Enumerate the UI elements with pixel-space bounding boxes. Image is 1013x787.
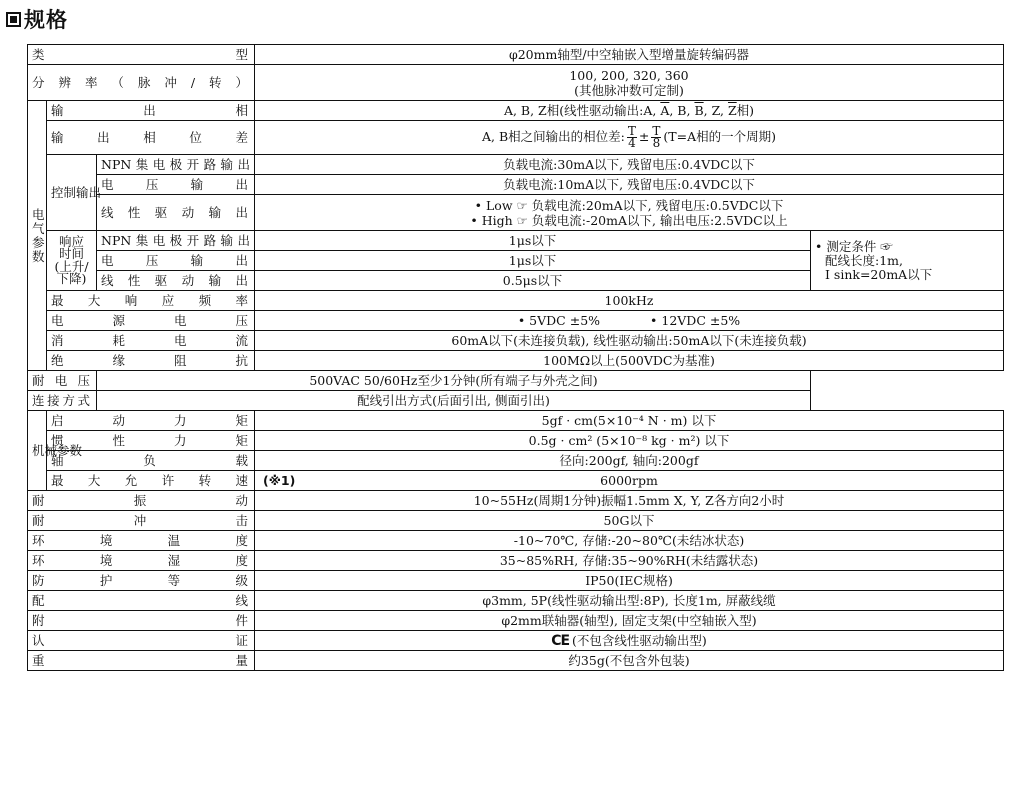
row-type <box>28 45 1004 65</box>
row-cable <box>28 591 1004 611</box>
value-dielectric: 500VAC 50/60Hz至少1分钟(所有端子与外壳之间) <box>97 371 811 391</box>
value-protection: IP50(IEC规格) <box>255 571 1004 591</box>
group-electrical: 电气参数 <box>28 101 47 371</box>
value-torque: 5gf · cm(5×10⁻⁴ N · m) 以下 <box>255 411 1004 431</box>
square-bullet-icon <box>6 12 21 27</box>
label-response-time: 响应 时间 (上升/ 下降) <box>47 231 97 291</box>
label-cable: 配线 <box>28 591 255 611</box>
row-max-freq <box>28 291 1004 311</box>
label-control-voltage: 电压输出 <box>97 175 255 195</box>
value-response-voltage: 1μs以下 <box>255 251 811 271</box>
label-insulation: 绝缘阻抗 <box>47 351 255 371</box>
value-control-voltage: 负载电流:10mA以下, 残留电压:0.4VDC以下 <box>255 175 1004 195</box>
fraction-t-over-4: $\frac{T}{4}$ <box>627 124 636 150</box>
row-inertia <box>28 431 1004 451</box>
row-control-npn <box>28 155 1004 175</box>
row-control-voltage <box>28 175 1004 195</box>
label-response-line-driver: 线性驱动输出 <box>97 271 255 291</box>
row-resolution <box>28 65 1004 101</box>
ce-mark-icon: CE <box>551 632 570 649</box>
label-type: 类型 <box>28 45 255 65</box>
label-current: 消耗电流 <box>47 331 255 351</box>
value-vibration: 10~55Hz(周期1分钟)振幅1.5mm X, Y, Z各方向2小时 <box>255 491 1004 511</box>
value-phase-diff: A, B相之间输出的相位差: $\frac{T}{4}$ ± $\frac{T}{8}$ (T=A相的一个周期) <box>255 121 1004 155</box>
row-torque <box>28 411 1004 431</box>
row-weight <box>28 651 1004 671</box>
row-protection <box>28 571 1004 591</box>
label-shock: 耐冲击 <box>28 511 255 531</box>
value-resolution-line2: (其他脉冲数可定制) <box>574 82 684 98</box>
value-response-line-driver: 0.5μs以下 <box>255 271 811 291</box>
value-line-driver-high: • High ☞ 负载电流:-20mA以下, 输出电压:2.5VDC以上 <box>470 212 788 228</box>
row-shaft-load <box>28 451 1004 471</box>
label-torque: 启动力矩 <box>47 411 255 431</box>
value-resolution <box>255 65 1004 101</box>
row-shock <box>28 511 1004 531</box>
fraction-t-over-8: $\frac{T}{8}$ <box>652 124 661 150</box>
value-max-freq: 100kHz <box>255 291 1004 311</box>
value-inertia: 0.5g · cm² (5×10⁻⁸ kg · m²) 以下 <box>255 431 1004 451</box>
value-power: • 5VDC ±5% • 12VDC ±5% <box>255 311 1004 331</box>
row-control-line-driver <box>28 195 1004 231</box>
row-connection <box>28 391 1004 411</box>
label-inertia: 惯性力矩 <box>47 431 255 451</box>
label-control-npn: NPN集电极开路输出 <box>97 155 255 175</box>
row-power <box>28 311 1004 331</box>
row-accessories <box>28 611 1004 631</box>
label-accessories: 附件 <box>28 611 255 631</box>
value-current: 60mA以下(未连接负载), 线性驱动输出:50mA以下(未连接负载) <box>255 331 1004 351</box>
value-connection: 配线引出方式(后面引出, 侧面引出) <box>97 391 811 411</box>
max-speed-footnote: (※1) <box>263 473 296 488</box>
value-approval: CE (不包含线性驱动输出型) <box>255 631 1004 651</box>
label-ambient-humidity: 环境湿度 <box>28 551 255 571</box>
value-shaft-load: 径向:200gf, 轴向:200gf <box>255 451 1004 471</box>
label-ambient-temp: 环境温度 <box>28 531 255 551</box>
row-current <box>28 331 1004 351</box>
label-response-voltage: 电压输出 <box>97 251 255 271</box>
value-weight: 约35g(不包含外包装) <box>255 651 1004 671</box>
response-measure-note: • 测定条件 ☞ 配线长度:1m, I sink=20mA以下 <box>811 231 1004 291</box>
row-insulation <box>28 351 1004 371</box>
value-control-line-driver <box>255 195 1004 231</box>
value-ambient-humidity: 35~85%RH, 存储:35~90%RH(未结露状态) <box>255 551 1004 571</box>
value-output-phase: A, B, Z相(线性驱动输出:A, $\overline{A}$, B, $\overline{B}$, Z, $\overline{Z}$相) <box>255 101 1004 121</box>
label-power: 电源电压 <box>47 311 255 331</box>
value-max-speed: (※1) 6000rpm <box>255 471 1004 491</box>
label-approval: 认证 <box>28 631 255 651</box>
row-max-speed <box>28 471 1004 491</box>
row-phase-diff <box>28 121 1004 155</box>
value-control-npn: 负载电流:30mA以下, 残留电压:0.4VDC以下 <box>255 155 1004 175</box>
label-weight: 重量 <box>28 651 255 671</box>
row-response-npn <box>28 231 1004 251</box>
label-control-output: 控制输出 <box>47 155 97 231</box>
value-ambient-temp: -10~70℃, 存储:-20~80℃(未结冰状态) <box>255 531 1004 551</box>
label-max-speed: 最大允许转速 <box>47 471 255 491</box>
label-response-npn: NPN集电极开路输出 <box>97 231 255 251</box>
value-accessories: φ2mm联轴器(轴型), 固定支架(中空轴嵌入型) <box>255 611 1004 631</box>
spec-title: 规格 <box>24 8 68 32</box>
row-ambient-humidity <box>28 551 1004 571</box>
group-mechanical: 机械参数 <box>28 411 47 491</box>
label-connection: 连接方式 <box>28 391 97 411</box>
value-shock: 50G以下 <box>255 511 1004 531</box>
label-shaft-load: 轴负载 <box>47 451 255 471</box>
label-control-line-driver: 线性驱动输出 <box>97 195 255 231</box>
value-cable: φ3mm, 5P(线性驱动输出型:8P), 长度1m, 屏蔽线缆 <box>255 591 1004 611</box>
value-line-driver-low: • Low ☞ 负载电流:20mA以下, 残留电压:0.5VDC以下 <box>474 197 784 213</box>
label-output-phase: 输出相 <box>47 101 255 121</box>
row-vibration <box>28 491 1004 511</box>
row-ambient-temp <box>28 531 1004 551</box>
row-approval <box>28 631 1004 651</box>
value-response-npn: 1μs以下 <box>255 231 811 251</box>
label-resolution: 分辨率（脉冲/转） <box>28 65 255 101</box>
row-dielectric <box>28 371 1004 391</box>
spec-table <box>27 44 1004 671</box>
label-max-freq: 最大响应频率 <box>47 291 255 311</box>
label-vibration: 耐振动 <box>28 491 255 511</box>
value-type: φ20mm轴型/中空轴嵌入型增量旋转编码器 <box>255 45 1004 65</box>
label-protection: 防护等级 <box>28 571 255 591</box>
label-phase-diff: 输出相位差 <box>47 121 255 155</box>
value-resolution-line1: 100, 200, 320, 360 <box>569 67 689 83</box>
spec-heading <box>6 4 68 34</box>
row-output-phase <box>28 101 1004 121</box>
value-insulation: 100MΩ以上(500VDC为基准) <box>255 351 1004 371</box>
label-dielectric: 耐电压 <box>28 371 97 391</box>
